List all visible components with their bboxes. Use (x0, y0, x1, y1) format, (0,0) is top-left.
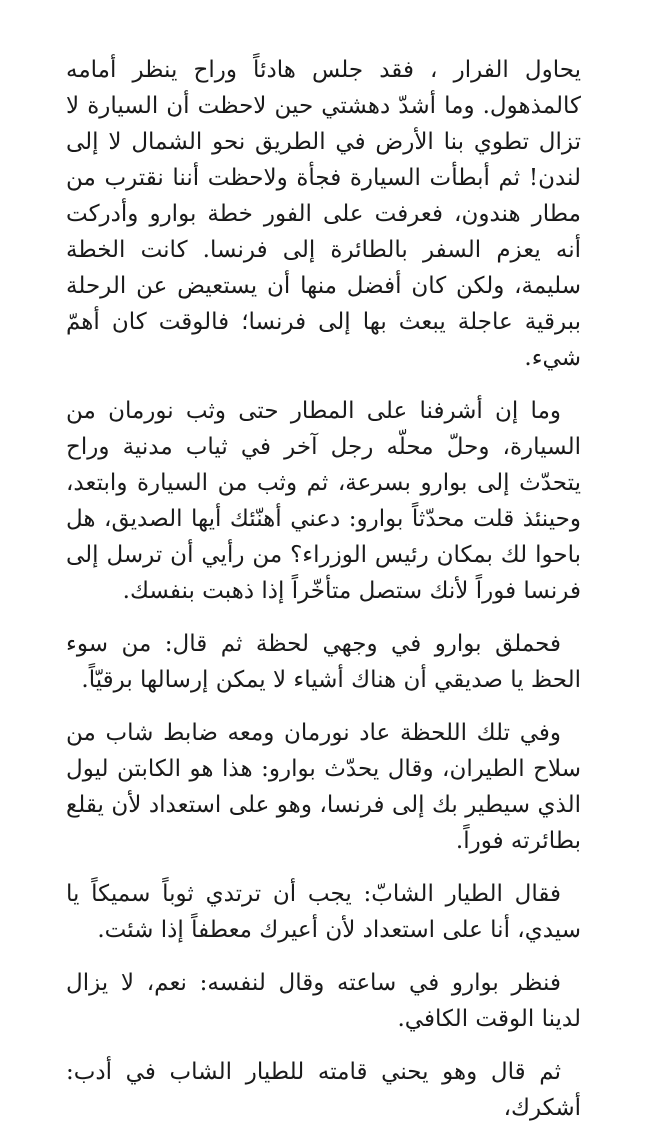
paragraph-2: وما إن أشرفنا على المطار حتى وثب نورمان من السيارة، وحلّ محلّه رجل آخر في ثياب مدنية وراح يتحدّث إلى بوارو بسرعة، ثم وثب من السيارة وابتعد، وحينئذ قلت محدّثاً بوارو: دعني أهنّئك أيها الصديق، هل باحوا لك بمكان رئيس الوزراء؟ من رأيي أن ترسل إلى فرنسا فوراً لأنك ستصل متأخّراً إذا ذهبت بنفسك. (66, 398, 582, 604)
paragraph-3: فحملق بوارو في وجهي لحظة ثم قال: من سوء الحظ يا صديقي أن هناك أشياء لا يمكن إرسالها برقيّاً. (66, 631, 581, 693)
paragraph-7: ثم قال وهو يحني قامته للطيار الشاب في أدب: أشكرك، (66, 1059, 581, 1121)
paragraph-5: فقال الطيار الشابّ: يجب أن ترتدي ثوباً سميكاً يا سيدي، أنا على استعداد لأن أعيرك معطفاً إذا شئت. (66, 881, 581, 943)
book-page (66, 52, 582, 1121)
paragraph-4: وفي تلك اللحظة عاد نورمان ومعه ضابط شاب من سلاح الطيران، وقال يحدّث بوارو: هذا هو الكابتن ليول الذي سيطير بك إلى فرنسا، وهو على استعداد لأن يقلع بطائرته فوراً. (66, 720, 581, 854)
paragraph-6: فنظر بوارو في ساعته وقال لنفسه: نعم، لا يزال لدينا الوقت الكافي. (66, 970, 581, 1032)
paragraph-1: يحاول الفرار ، فقد جلس هادئاً وراح ينظر أمامه كالمذهول. وما أشدّ دهشتي حين لاحظت أن السيارة لا تزال تطوي بنا الأرض في الطريق نحو الشمال لا إلى لندن! ثم أبطأت السيارة فجأة ولاحظت أننا نقترب من مطار هندون، فعرفت على الفور خطة بوارو وأدركت أنه يعزم السفر بالطائرة إلى فرنسا. كانت الخطة سليمة، ولكن كان أفضل منها أن يستعيض عن الرحلة ببرقية عاجلة يبعث بها إلى فرنسا؛ فالوقت كان أهمّ شيء. (66, 57, 581, 371)
